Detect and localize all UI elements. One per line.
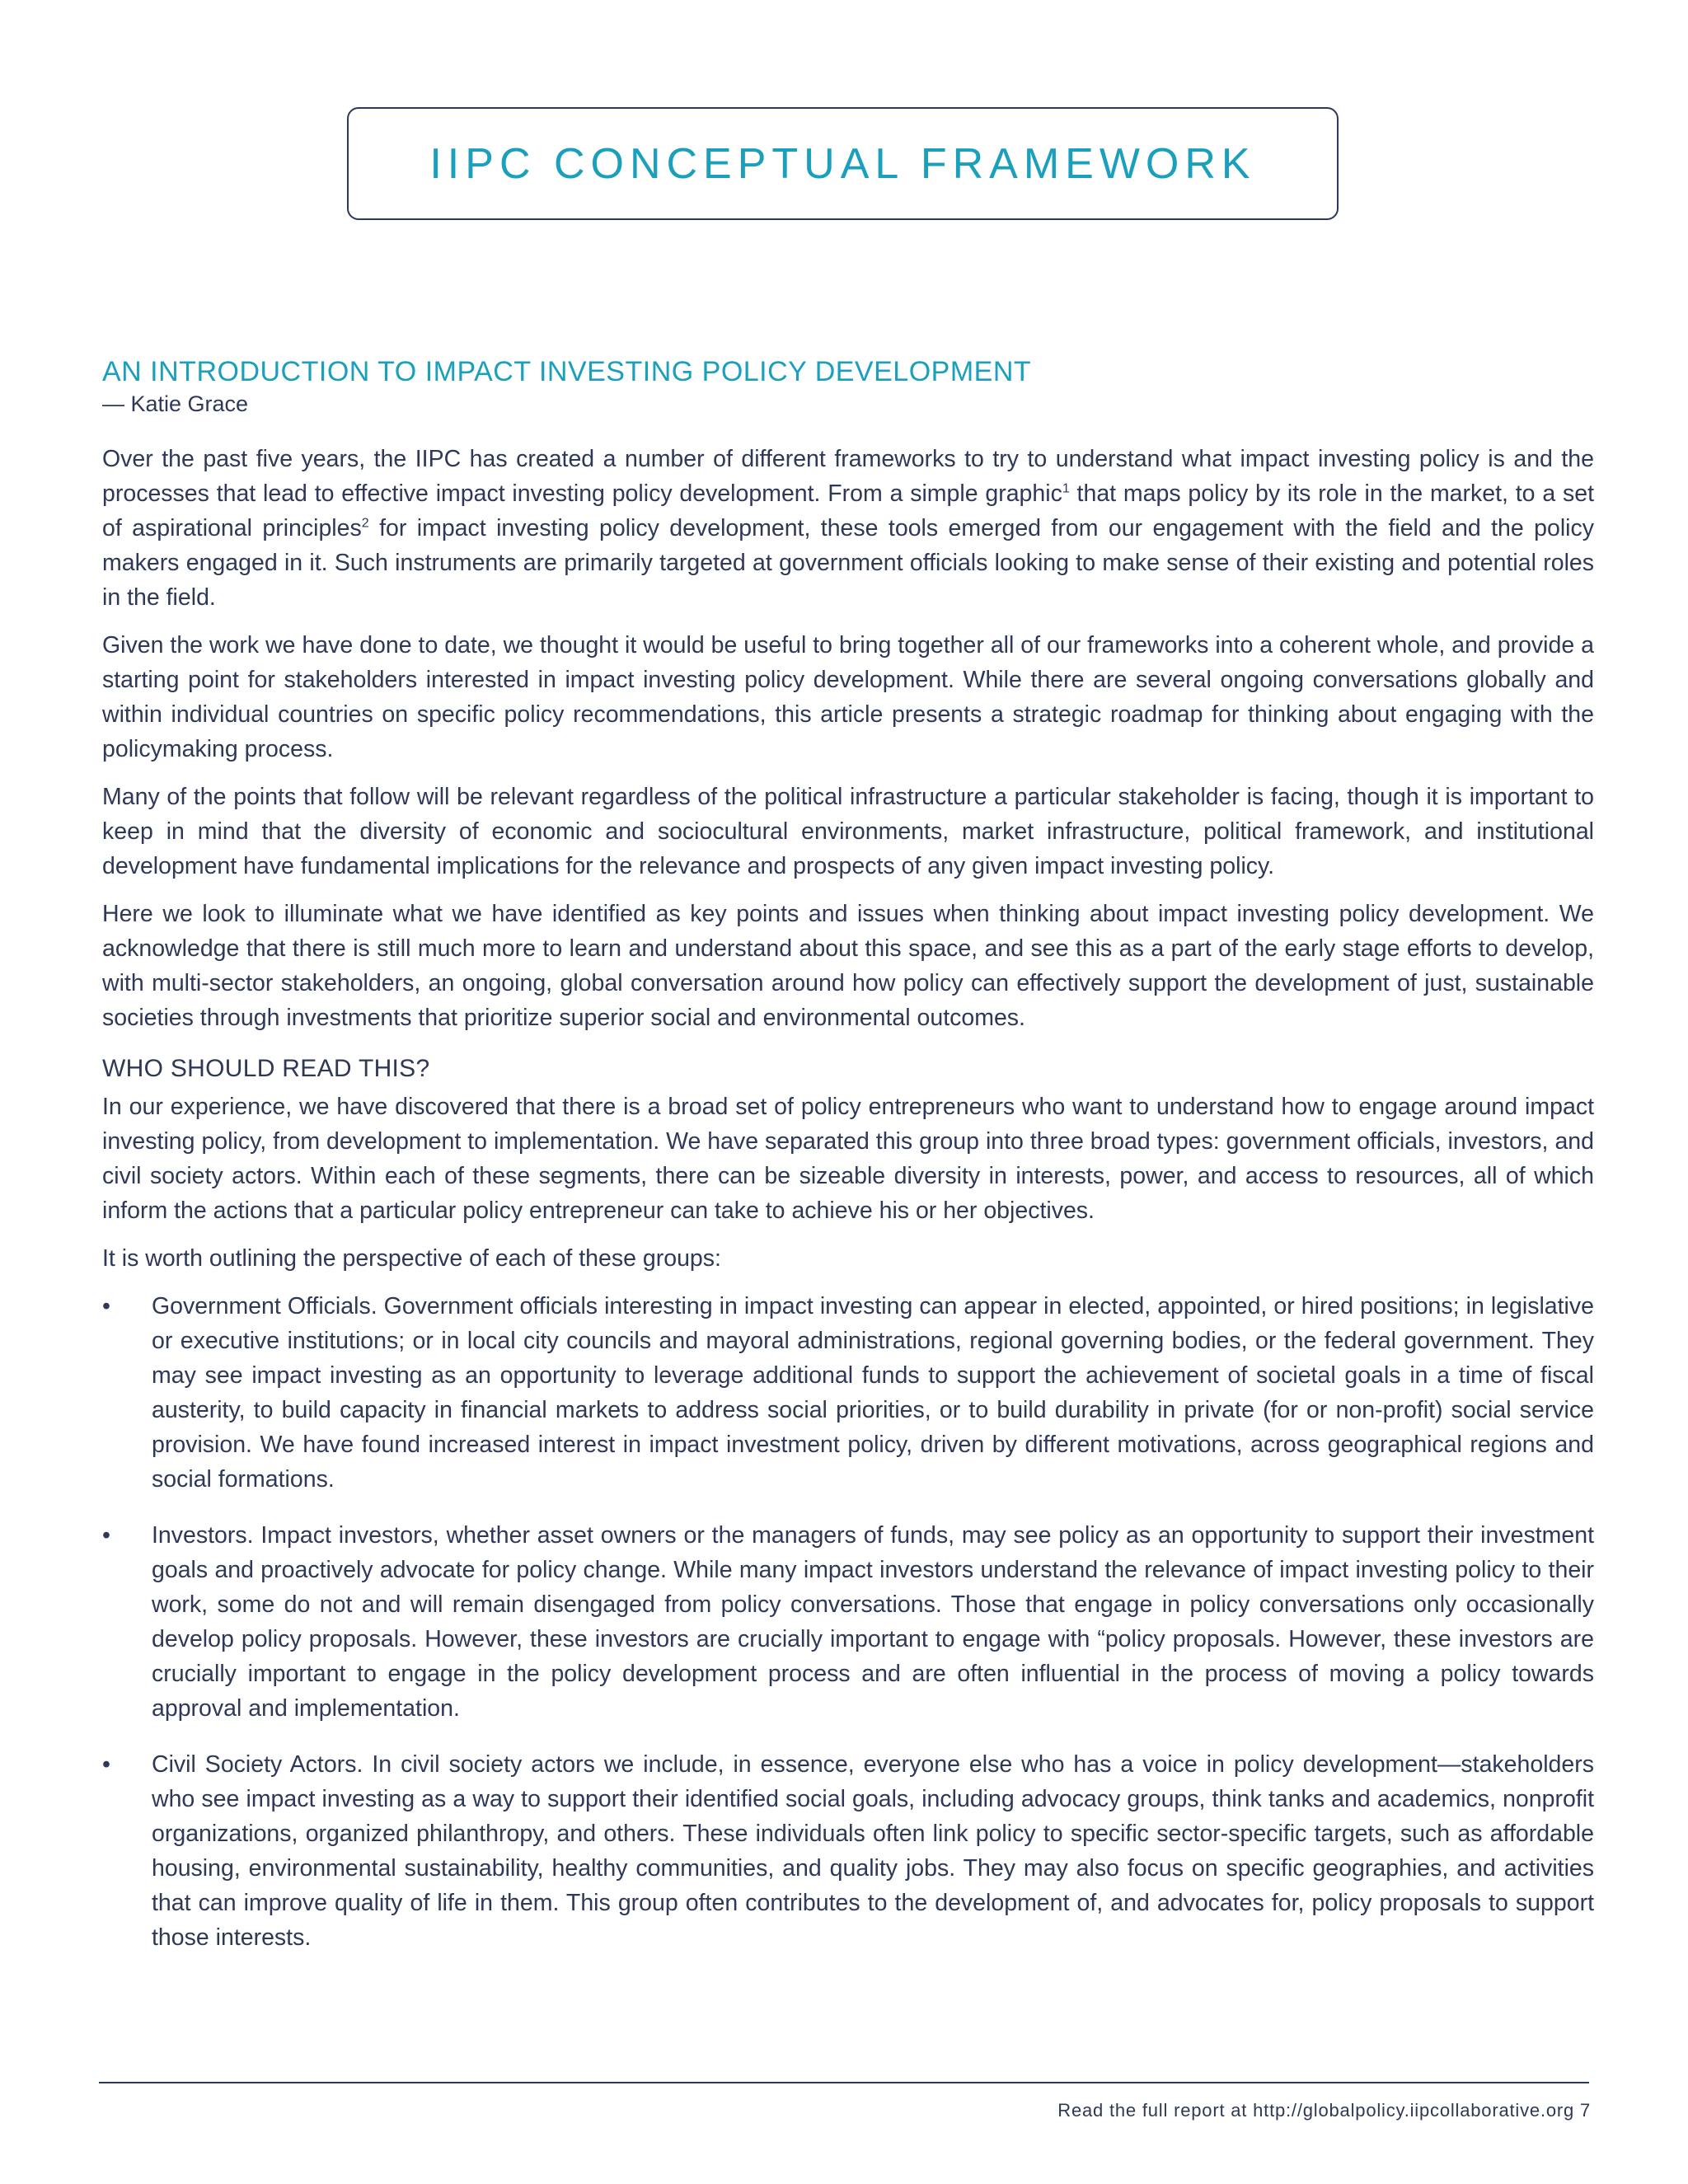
page-title: IIPC CONCEPTUAL FRAMEWORK [429, 139, 1256, 188]
paragraph-frameworks: Given the work we have done to date, we thought it would be useful to bring together all of our frameworks into a coherent whole, and provide a starting point for stakeholders interested in impact investing policy development. While there are several ongoing conversations globally and within individual countries on specific policy recommendations, this article presents a strategic roadmap for thinking about engaging with the policymaking process. [102, 632, 1594, 762]
list-item-civil-society-actors [102, 1747, 1594, 1955]
footnote-ref-1: 1 [1062, 481, 1070, 496]
list-item-text: Investors. Impact investors, whether asset owners or the managers of funds, may see policy as an opportunity to support their investment goals and proactively advocate for policy change. While many impact investors understand the relevance of impact investing policy to their work, some do not and will remain disengaged from policy conversations. Those that engage in policy conversations only occasionally develop policy proposals. However, these investors are crucially important to engage with “policy proposals. However, these investors are crucially important to engage in the policy development process and are often influential in the process of moving a policy towards approval and implementation. [152, 1522, 1594, 1722]
footer-divider [99, 2082, 1589, 2083]
stakeholder-group-list [102, 1289, 1594, 1955]
paragraph-intro [102, 442, 1594, 615]
section-heading-who-should-read: WHO SHOULD READ THIS? [102, 1055, 430, 1082]
article-author: — Katie Grace [102, 391, 249, 416]
footnote-ref-2: 2 [361, 516, 369, 531]
article-body [102, 356, 1594, 1976]
list-item-government-officials [102, 1289, 1594, 1497]
paragraph-experience: In our experience, we have discovered that there is a broad set of policy entrepreneurs who want to understand how to engage around impact investing policy, from development to implementation. We have separated this group into three broad types: government officials, investors, and civil society actors. Within each of these segments, there can be sizeable diversity in interests, power, and access to resources, all of which inform the actions that a particular policy entrepreneur can take to achieve his or her objectives. [102, 1094, 1594, 1224]
paragraph-relevance: Many of the points that follow will be relevant regardless of the political infrastructure a particular stakeholder is facing, though it is important to keep in mind that the diversity of economic and sociocultural environments, market infrastructure, political framework, and institutional development have fundamental implications for the relevance and prospects of any given impact investing policy. [102, 784, 1594, 879]
paragraph-illuminate: Here we look to illuminate what we have identified as key points and issues when thinking about impact investing policy development. We acknowledge that there is still much more to learn and understand about this space, and see this as a part of the early stage efforts to develop, with multi-sector stakeholders, an ongoing, global conversation around how policy can effectively support the development of just, sustainable societies through investments that prioritize superior social and environmental outcomes. [102, 901, 1594, 1031]
article-title: AN INTRODUCTION TO IMPACT INVESTING POLICY DEVELOPMENT [102, 356, 1032, 387]
bullet-icon: • [102, 1751, 110, 1778]
footer-text: Read the full report at http://globalpolicy.iipcollaborative.org 7 [1057, 2100, 1591, 2121]
list-item-text: Civil Society Actors. In civil society actors we include, in essence, everyone else who has a voice in policy development—stakeholders who see impact investing as a way to support their identified social goals, including advocacy groups, think tanks and academics, nonprofit organizations, organized philanthropy, and others. These individuals often link policy to specific sector-specific targets, such as affordable housing, environmental sustainability, healthy communities, and quality jobs. They may also focus on specific geographies, and activities that can improve quality of life in them. This group often contributes to the development of, and advocates for, policy proposals to support those interests. [152, 1751, 1594, 1951]
paragraph-intro-part3: for impact investing policy development, these tools emerged from our engagement with the field and the policy makers engaged in it. Such instruments are primarily targeted at government officials looking to make sense of their existing and potential roles in the field. [102, 515, 1595, 611]
bullet-icon: • [102, 1293, 110, 1319]
paragraph-outline: It is worth outlining the perspective of each of these groups: [102, 1245, 721, 1272]
list-item-investors [102, 1518, 1594, 1726]
paragraph-intro-part1: Over the past five years, the IIPC has created a number of different frameworks to try to understand what impact investing policy is and the processes that lead to effective impact investing policy development. From a simple graphic [102, 446, 1594, 507]
paragraph-intro-part2: that maps policy by its role in the market, to a set of aspirational principles [102, 480, 1594, 541]
header-box [347, 107, 1339, 220]
bullet-icon: • [102, 1522, 110, 1549]
list-item-text: Government Officials. Government officials interesting in impact investing can appear in elected, appointed, or hired positions; in legislative or executive institutions; or in local city councils and mayoral administrations, regional governing bodies, or the federal government. They may see impact investing as an opportunity to leverage additional funds to support the achievement of societal goals in a time of fiscal austerity, to build capacity in financial markets to address social priorities, or to build durability in private (for or non-profit) social service provision. We have found increased interest in impact investment policy, driven by different motivations, across geographical regions and social formations. [152, 1293, 1594, 1493]
